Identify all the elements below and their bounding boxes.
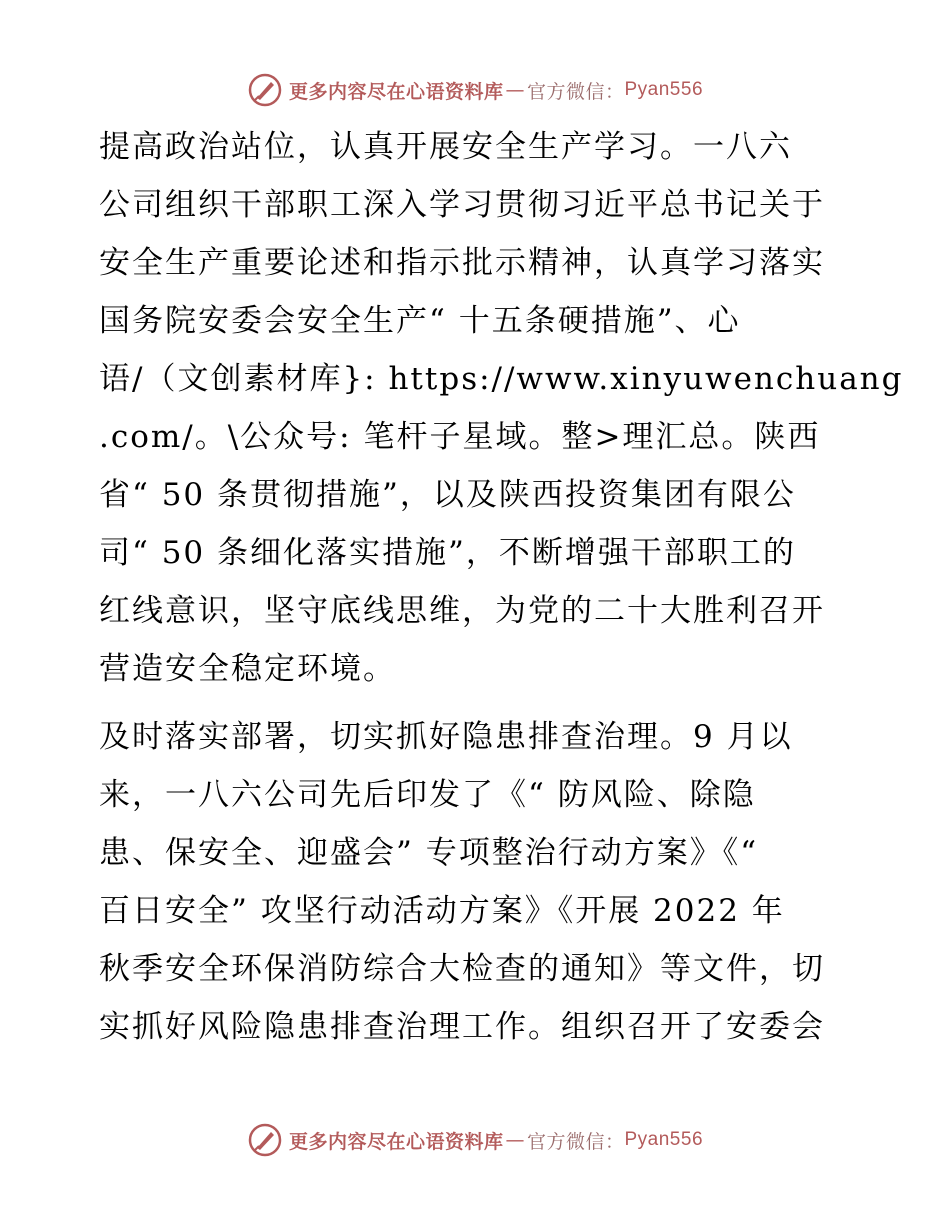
text-line: 营造安全稳定环境。 <box>99 651 396 687</box>
quill-logo-icon <box>247 72 283 108</box>
text-line: 公司组织干部职工深入学习贯彻习近平总书记关于 <box>99 187 825 223</box>
text-line: .com/。\公众号: 笔杆子星域。整>理汇总。陕西 <box>99 419 821 455</box>
text-line: 及时落实部署，切实抓好隐患排查治理。9 月以 <box>99 719 793 755</box>
watermark-separator: — <box>505 1129 525 1151</box>
text-line: 患、保安全、迎盛会” 专项整治行动方案》《“ <box>99 835 759 871</box>
text-line: 语/（文创素材库}: https://www.xinyuwenchuang <box>99 361 904 397</box>
text-line: 国务院安委会安全生产“ 十五条硬措施”、心 <box>99 303 741 339</box>
text-line: 实抓好风险隐患排查治理工作。组织召开了安委会 <box>99 1009 825 1045</box>
paragraph-1 <box>99 118 904 698</box>
text-line: 来，一八六公司先后印发了《“ 防风险、除隐 <box>99 777 756 813</box>
watermark-text: 更多内容尽在心语资料库 <box>288 1130 504 1153</box>
watermark-id: Pyan556 <box>624 79 704 100</box>
document-body <box>99 118 904 1056</box>
quill-logo-icon <box>247 1122 283 1158</box>
footer-watermark <box>0 1120 950 1160</box>
text-line: 秋季安全环保消防综合大检查的通知》等文件，切 <box>99 951 825 987</box>
watermark-label: 官方微信： <box>526 1130 625 1153</box>
text-line: 司“ 50 条细化落实措施”，不断增强干部职工的 <box>99 535 796 571</box>
paragraph-2 <box>99 708 859 1056</box>
text-line: 百日安全” 攻坚行动活动方案》《开展 2022 年 <box>99 893 785 929</box>
text-line: 提高政治站位，认真开展安全生产学习。一八六 <box>99 129 792 165</box>
text-line: 红线意识，坚守底线思维，为党的二十大胜利召开 <box>99 593 825 629</box>
text-line: 安全生产重要论述和指示批示精神，认真学习落实 <box>99 245 825 281</box>
watermark-text: 更多内容尽在心语资料库 <box>288 80 504 103</box>
text-line: 省“ 50 条贯彻措施”，以及陕西投资集团有限公 <box>99 477 796 513</box>
header-watermark <box>0 70 950 110</box>
watermark-separator: — <box>505 79 525 101</box>
watermark-label: 官方微信： <box>526 80 625 103</box>
watermark-id: Pyan556 <box>624 1129 704 1150</box>
